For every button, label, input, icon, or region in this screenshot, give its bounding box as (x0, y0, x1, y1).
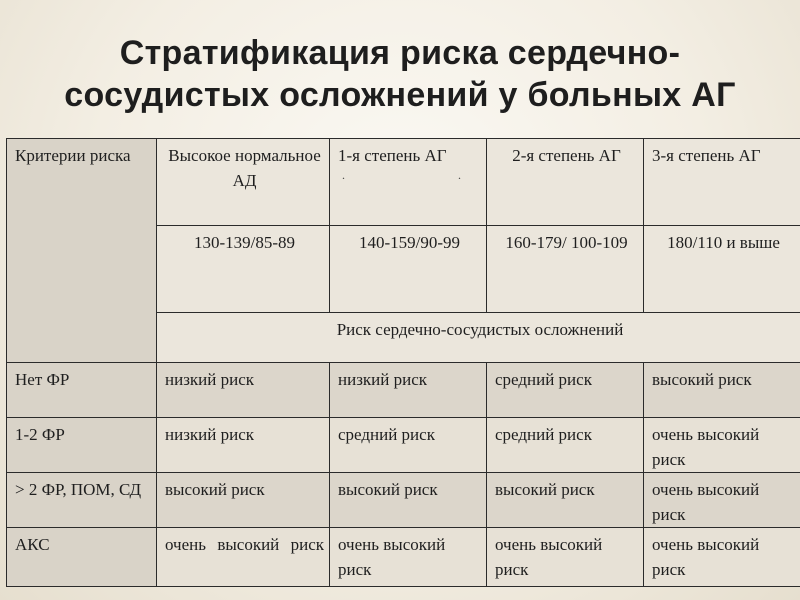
risk-cell: очень высокий риск (644, 418, 800, 473)
pressure-cell (487, 226, 644, 313)
pressure-value: 160-179/ 100-109 (505, 233, 628, 252)
table-header-row (7, 139, 800, 226)
risk-cell: очень высокий риск (487, 528, 644, 587)
risk-stratification-table (6, 138, 800, 587)
risk-cell: низкий риск (157, 363, 330, 418)
risk-subheader-label: Риск сердечно-сосудистых осложнений (336, 320, 624, 339)
risk-cell: средний риск (330, 418, 487, 473)
risk-cell: очень высокий риск (644, 528, 800, 587)
col-header-grade-3 (644, 139, 800, 226)
col-header-label: 1-я степень АГ (338, 146, 447, 165)
slide-title-line-1: Стратификация риска сердечно- (119, 34, 681, 72)
table-row (7, 528, 800, 587)
risk-cell: очень высокий риск (157, 528, 330, 587)
col-header-high-normal (157, 139, 330, 226)
risk-cell: средний риск (487, 363, 644, 418)
slide-title (0, 32, 800, 116)
risk-cell: высокий риск (487, 473, 644, 528)
col-header-label: 2-я степень АГ (512, 146, 621, 165)
slide-title-line-2: сосудистых осложнений у больных АГ (64, 76, 736, 114)
col-header-grade-2 (487, 139, 644, 226)
risk-cell: очень высокий риск (644, 473, 800, 528)
risk-cell: очень высокий риск (330, 528, 487, 587)
risk-cell: средний риск (487, 418, 644, 473)
risk-cell: высокий риск (157, 473, 330, 528)
risk-subheader-cell (157, 313, 800, 363)
pressure-cell (644, 226, 800, 313)
criteria-header-cell (7, 139, 157, 363)
row-label: > 2 ФР, ПОМ, СД (7, 473, 157, 528)
row-label: Нет ФР (7, 363, 157, 418)
pressure-value: 140-159/90-99 (358, 233, 461, 252)
risk-cell: высокий риск (330, 473, 487, 528)
pressure-cell (157, 226, 330, 313)
col-header-grade-1 (330, 139, 487, 226)
risk-cell: низкий риск (330, 363, 487, 418)
risk-cell: низкий риск (157, 418, 330, 473)
risk-cell: высокий риск (644, 363, 800, 418)
table-row (7, 363, 800, 418)
pressure-value: 130-139/85-89 (193, 233, 296, 252)
table-row (7, 418, 800, 473)
table-row (7, 473, 800, 528)
decorative-dots: . . (342, 168, 461, 182)
criteria-header-label: Критерии риска (15, 146, 131, 165)
pressure-value: 180/110 и выше (667, 233, 780, 252)
col-header-label: 3-я степень АГ (652, 146, 761, 165)
pressure-cell (330, 226, 487, 313)
col-header-label: Высокое нормальное АД (168, 146, 321, 190)
row-label: 1-2 ФР (7, 418, 157, 473)
row-label: АКС (7, 528, 157, 587)
